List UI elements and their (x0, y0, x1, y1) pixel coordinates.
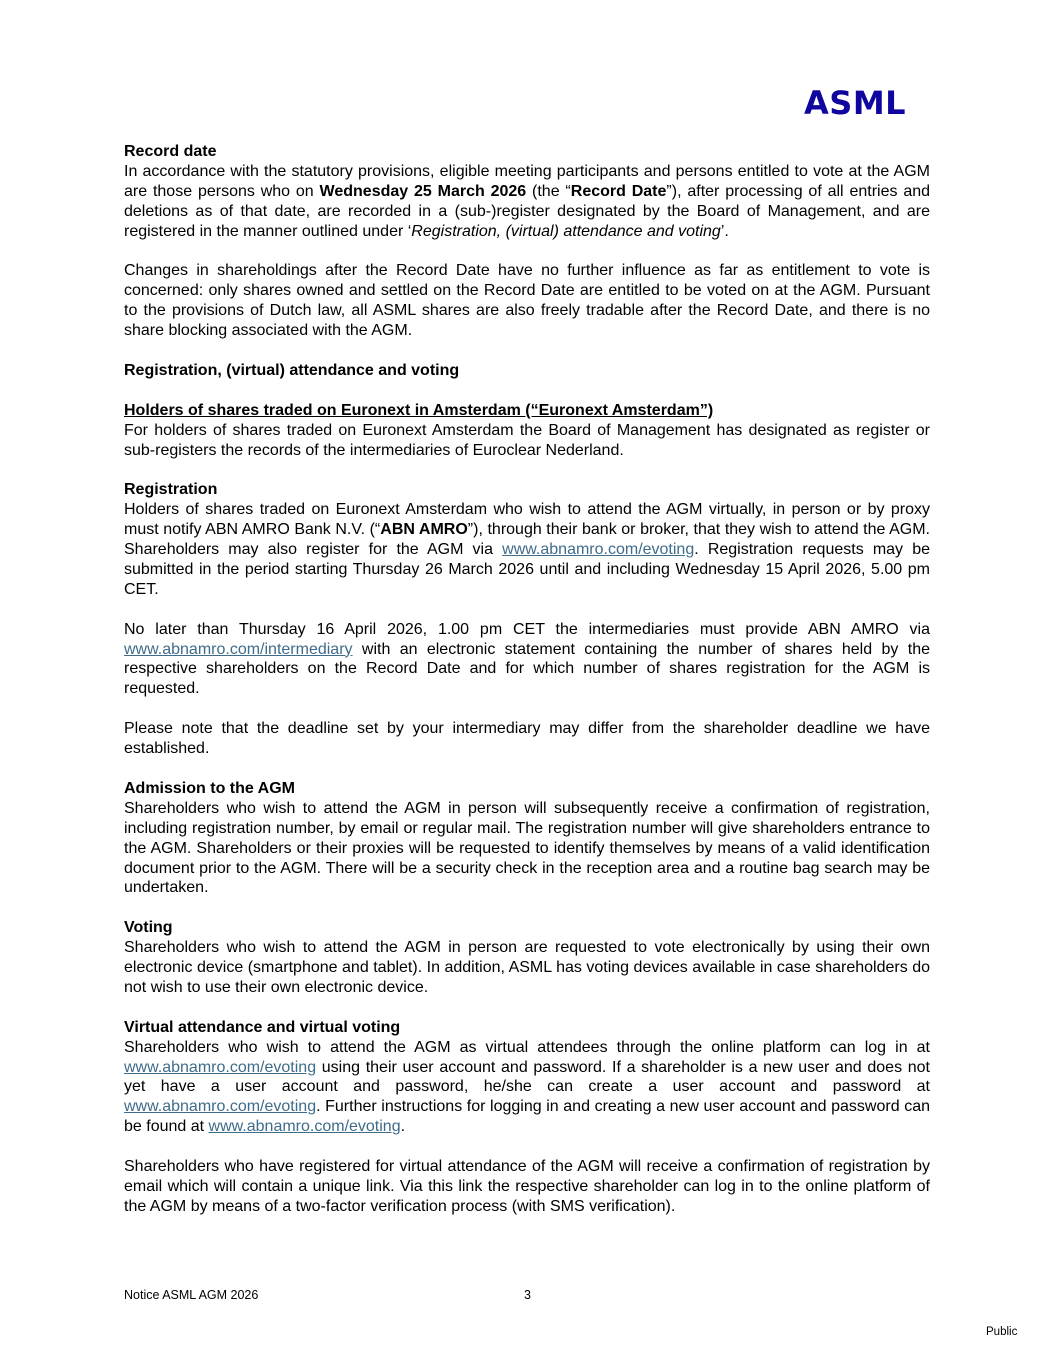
shareholdings-change-paragraph: Changes in shareholdings after the Record Date have no further influence as far as entitlement to vote is concerned: only shares owned and settled on the Record Date are entitled to be voted on at the AGM. Pursuant to the provisions of Dutch law, all ASML shares are also freely tradable after the Record Date, and there is no share blocking associated with the AGM. (124, 262, 930, 340)
evoting-link-create-account[interactable]: www.abnamro.com/evoting (124, 1098, 317, 1116)
record-date-paragraph: In accordance with the statutory provisions, eligible meeting participants and persons entitled to vote at the AGM are those persons who on Wednesday 25 March 2026 (the “Record Date”), after processing of all entries and deletions as of that date, are recorded in a (sub-)register designated by the Board of Management, and are registered in the manner outlined under ‘Registration, (virtual) attendance and voting’. (124, 162, 931, 240)
deadline-note-paragraph: Please note that the deadline set by your intermediary may differ from the shareholder deadline we have established. (124, 720, 930, 758)
registration-heading: Registration (124, 481, 218, 499)
evoting-link-login[interactable]: www.abnamro.com/evoting (124, 1058, 317, 1076)
registration-attendance-voting-heading: Registration, (virtual) attendance and voting (124, 361, 460, 379)
evoting-link[interactable]: www.abnamro.com/evoting (502, 541, 695, 559)
classification-label: Public (986, 1326, 1018, 1338)
virtual-attendance-heading: Virtual attendance and virtual voting (124, 1018, 401, 1036)
euronext-holders-paragraph: For holders of shares traded on Euronext Amsterdam the Board of Management has designated as register or sub-registers the records of the intermediaries of Euroclear Nederland. (124, 421, 930, 459)
admission-paragraph: Shareholders who wish to attend the AGM in person will subsequently receive a confirmation of registration, including registration number, by email or regular mail. The registration number will give shareholders entrance to the AGM. Shareholders or their proxies will be requested to identify themselves by means of a valid identification document prior to the AGM. There will be a security check in the reception area and a routine bag search may be undertaken. (124, 799, 930, 897)
euronext-holders-heading: Holders of shares traded on Euronext in Amsterdam (“Euronext Amsterdam”) (124, 401, 714, 419)
voting-paragraph: Shareholders who wish to attend the AGM in person are requested to vote electronically by using their own electronic device (smartphone and tablet). In addition, ASML has voting devices available in case shareholders do not wish to use their own electronic device. (124, 939, 930, 996)
registration-paragraph: Holders of shares traded on Euronext Amsterdam who wish to attend the AGM virtually, in person or by proxy must notify ABN AMRO Bank N.V. (“ABN AMRO”), through their bank or broker, that they wish to attend the AGM. Shareholders may also register for the AGM via www.abnamro.com/evoting. Registration requests may be submitted in the period starting Thursday 26 March 2026 until and including Wednesday 15 April 2026, 5.00 pm CET. (124, 501, 931, 598)
virtual-confirmation-paragraph: Shareholders who have registered for virtual attendance of the AGM will receive a confirmation of registration by email which will contain a unique link. Via this link the respective shareholder can log in to the online platform of the AGM by means of a two-factor verification process (with SMS verification). (124, 1158, 930, 1215)
virtual-attendance-paragraph: Shareholders who wish to attend the AGM as virtual attendees through the online platform can log in at www.abnamro.com/evoting using their user account and password. If a shareholder is a new user and does not yet have a user account and password, he/she can create a user account and password at www.abnamro.com/evoting. Further instructions for logging in and creating a new user account and password can be found at www.abnamro.com/evoting. (124, 1038, 930, 1136)
admission-heading: Admission to the AGM (124, 779, 295, 797)
intermediaries-paragraph: No later than Thursday 16 April 2026, 1.00 pm CET the intermediaries must provide ABN AMRO via www.abnamro.com/intermediary with an electronic statement containing the number of shares held by the respective shareholders on the Record Date and for which number of shares registration for the AGM is requested. (124, 620, 930, 698)
page-number: 3 (524, 1288, 531, 1302)
evoting-link-instructions[interactable]: www.abnamro.com/evoting (208, 1118, 401, 1136)
footer-document-title: Notice ASML AGM 2026 (124, 1288, 259, 1302)
record-date-heading: Record date (124, 143, 217, 160)
asml-logo: ASML (804, 84, 907, 122)
document-body (124, 142, 930, 1217)
voting-heading: Voting (124, 919, 173, 937)
intermediary-link[interactable]: www.abnamro.com/intermediary (124, 640, 353, 658)
